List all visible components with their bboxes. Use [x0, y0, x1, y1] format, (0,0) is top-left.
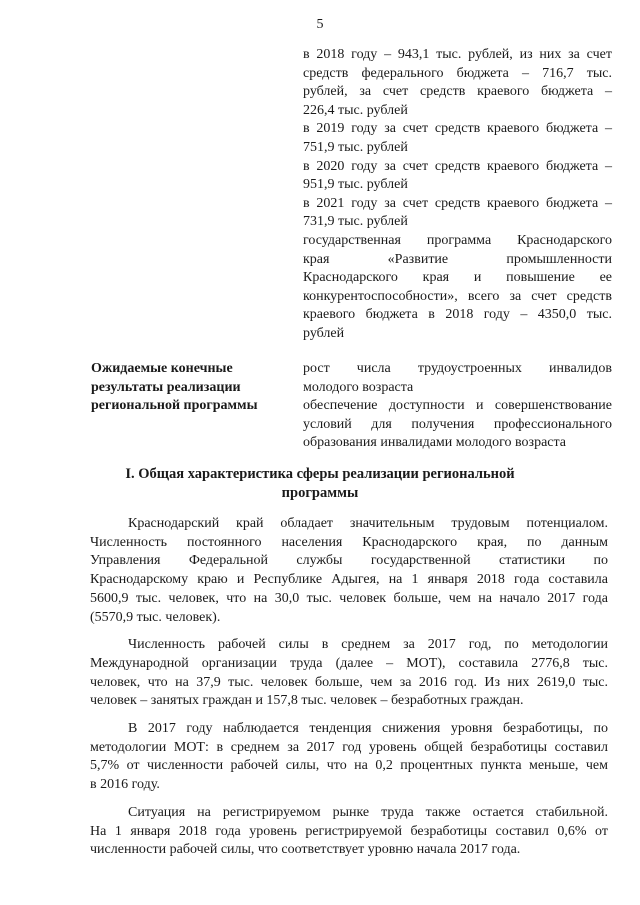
paragraph-line: Ситуация на регистрируемом рынке труда также остается стабильной.	[128, 804, 608, 820]
paragraph-line: 5600,9 тыс. человек, что на 30,0 тыс. человек больше, чем на начало 2017 года	[90, 590, 608, 606]
expected-results-label	[91, 360, 281, 416]
section-title	[90, 465, 550, 503]
funding-line: конкурентоспособности», всего за счет средств	[303, 288, 612, 304]
paragraph-line: В 2017 году наблюдается тенденция снижения уровня безработицы, по	[128, 721, 608, 737]
paragraph-line: Управления Федеральной службы государственной статистики по	[90, 553, 608, 569]
paragraph-line: (5570,9 тыс. человек).	[90, 609, 221, 625]
funding-line: государственная программа Краснодарского	[303, 232, 612, 248]
funding-line: 226,4 тыс. рублей	[303, 102, 408, 118]
funding-line: 751,9 тыс. рублей	[303, 139, 408, 155]
funding-line: в 2019 году за счет средств краевого бюджета –	[303, 121, 612, 137]
results-line: молодого возраста	[303, 379, 414, 395]
funding-line: края «Развитие промышленности	[303, 251, 612, 267]
paragraph	[90, 804, 608, 860]
funding-line: краевого бюджета в 2018 году – 4350,0 тыс.	[303, 307, 612, 323]
funding-line: 951,9 тыс. рублей	[303, 177, 408, 193]
section-title-line: I. Общая характеристика сферы реализации региональной	[125, 466, 515, 482]
funding-line: в 2020 году за счет средств краевого бюджета –	[303, 158, 612, 174]
paragraph-line: Численность постоянного населения Краснодарского края, по данным	[90, 534, 608, 550]
funding-line: рублей	[303, 325, 345, 341]
paragraph-line: в 2016 году.	[90, 777, 160, 793]
paragraph-line: Международной организации труда (далее – МОТ), составила 2776,8 тыс.	[90, 655, 608, 671]
page-number: 5	[316, 17, 324, 32]
paragraph-line: На 1 января 2018 года уровень регистрируемой безработицы составил 0,6% от	[90, 823, 608, 839]
results-line: обеспечение доступности и совершенствование	[303, 398, 612, 414]
funding-line: рублей, за счет средств краевого бюджета –	[303, 84, 612, 100]
paragraph-line: Краснодарский край обладает значительным трудовым потенциалом.	[128, 516, 608, 531]
paragraph	[90, 515, 608, 627]
paragraph	[90, 720, 608, 795]
funding-line: средств федерального бюджета – 716,7 тыс.	[303, 65, 612, 81]
paragraph-line: 5,7% от численности рабочей силы, что на 0,2 процентных пункта меньше, чем	[90, 758, 608, 774]
paragraph-line: методологии МОТ: в среднем за 2017 год уровень общей безработицы составил	[90, 739, 608, 755]
body-text	[90, 515, 608, 860]
results-line: образования инвалидами молодого возраста	[303, 435, 567, 451]
paragraph-line: человек – занятых граждан и 157,8 тыс. человек – безработных граждан.	[90, 693, 524, 709]
paragraph	[90, 636, 608, 711]
funding-line: Краснодарского края и повышение ее	[303, 270, 612, 286]
funding-line: в 2021 году за счет средств краевого бюджета –	[303, 195, 612, 211]
results-label-line: региональной программы	[91, 398, 258, 414]
results-line: условий для получения профессионального	[303, 416, 612, 432]
section-title-line: программы	[281, 485, 359, 501]
paragraph-line: численности рабочей силы, что соответствует уровню начала 2017 года.	[90, 842, 521, 858]
funding-line: в 2018 году – 943,1 тыс. рублей, из них за счет	[303, 47, 612, 62]
results-label-line: Ожидаемые конечные	[91, 361, 233, 376]
expected-results-cell	[303, 360, 612, 453]
paragraph-line: человек, что на 37,9 тыс. человек больше, чем за 2016 год. Из них 2619,0 тыс.	[90, 674, 608, 690]
results-label-line: результаты реализации	[91, 379, 241, 395]
paragraph-line: Краснодарскому краю и Республике Адыгея, на 1 января 2018 года составила	[90, 572, 608, 588]
paragraph-line: Численность рабочей силы в среднем за 2017 год, по методологии	[128, 637, 608, 653]
funding-sources-cell	[303, 46, 612, 344]
results-line: рост числа трудоустроенных инвалидов	[303, 361, 612, 376]
funding-line: 731,9 тыс. рублей	[303, 214, 408, 230]
